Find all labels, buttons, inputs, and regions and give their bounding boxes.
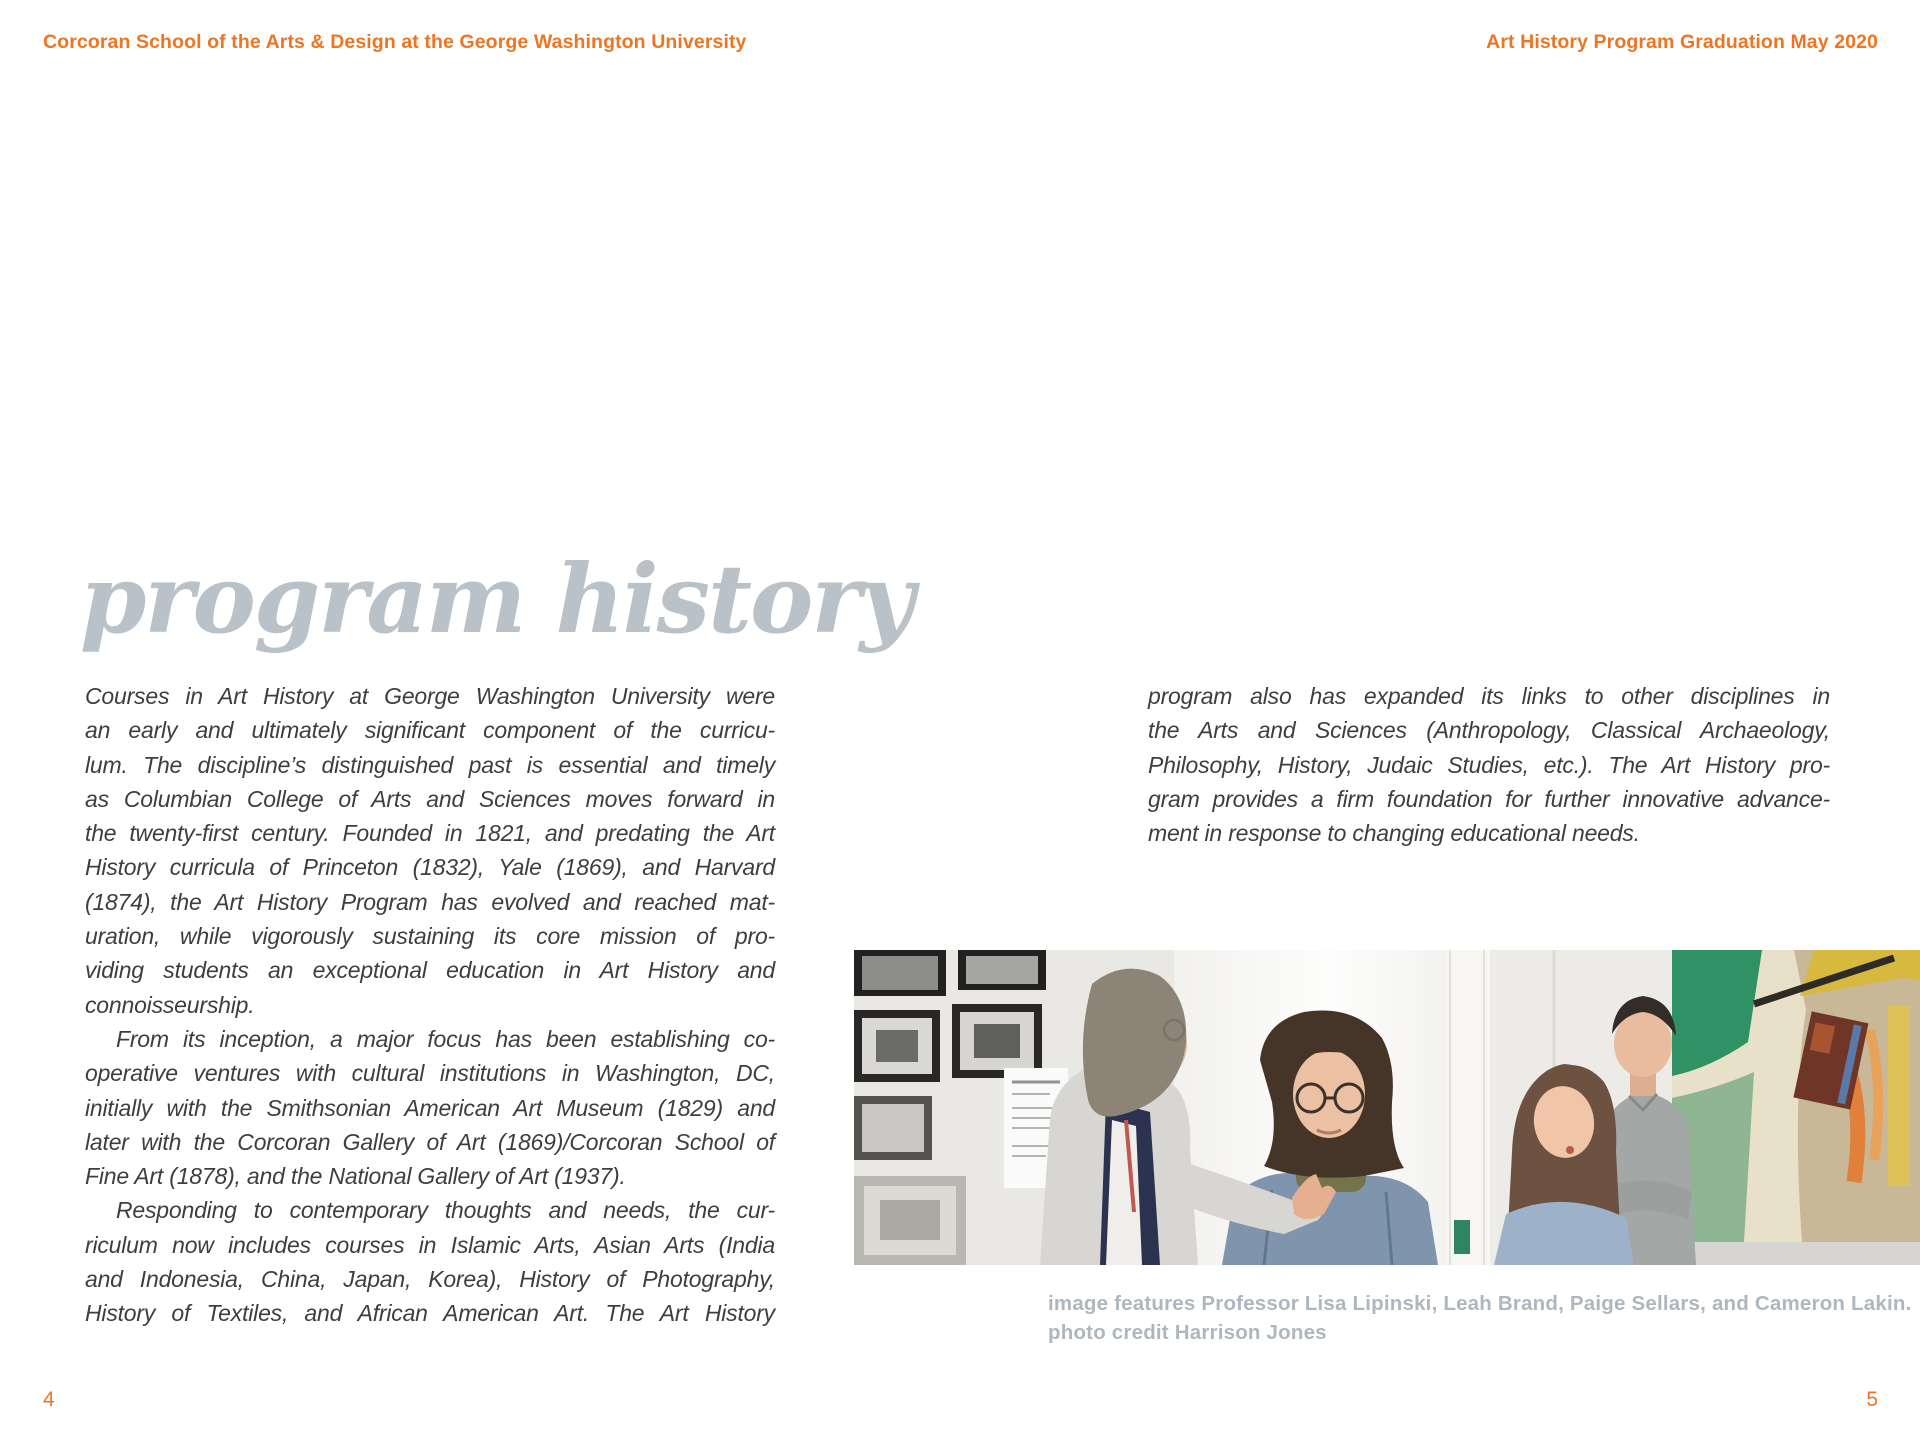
body-line: Courses in Art History at George Washington University were xyxy=(85,683,775,709)
body-line: and Indonesia, China, Japan, Korea), History of Photography, xyxy=(85,1266,775,1293)
body-line: riculum now includes courses in Islamic Arts, Asian Arts (India xyxy=(85,1231,775,1258)
body-line: uration, while vigorously sustaining its core mission of pro- xyxy=(85,923,775,950)
body-line: an early and ultimately significant component of the curricu- xyxy=(85,717,775,744)
gallery-photo xyxy=(854,950,1920,1265)
body-column-left xyxy=(85,679,775,1331)
body-line: From its inception, a major focus has been establishing co- xyxy=(116,1025,775,1052)
body-line: gram provides a firm foundation for further innovative advance- xyxy=(1148,785,1830,812)
page-title: program history xyxy=(80,544,913,655)
body-line: History of Textiles, and African American Art. The Art History xyxy=(85,1300,775,1327)
running-head-right: Art History Program Graduation May 2020 xyxy=(1486,31,1878,53)
gallery-pillar xyxy=(1446,950,1490,1265)
body-line: connoisseurship. xyxy=(85,991,255,1018)
photo-caption-line: photo credit Harrison Jones xyxy=(1048,1321,1327,1344)
body-line: the twenty-first century. Founded in 1821, and predating the Art xyxy=(85,820,775,847)
body-line: program also has expanded its links to other disciplines in xyxy=(1148,683,1830,709)
body-line: (1874), the Art History Program has evolved and reached mat- xyxy=(85,888,775,915)
body-line: lum. The discipline’s distinguished past is essential and timely xyxy=(85,751,775,778)
running-head-left: Corcoran School of the Arts & Design at the George Washington University xyxy=(43,31,747,53)
body-line: as Columbian College of Arts and Sciences moves forward in xyxy=(85,785,775,812)
body-column-right xyxy=(1148,679,1830,850)
gallery-photo-illustration xyxy=(854,950,1920,1265)
body-line: History curricula of Princeton (1832), Yale (1869), and Harvard xyxy=(85,854,775,881)
body-line: ment in response to changing educational needs. xyxy=(1148,820,1640,847)
body-line: Responding to contemporary thoughts and needs, the cur- xyxy=(116,1197,775,1224)
body-line: viding students an exceptional education in Art History and xyxy=(85,957,775,984)
page-number-right: 5 xyxy=(1866,1388,1878,1411)
abstract-painting xyxy=(1672,950,1920,1265)
body-line: Philosophy, History, Judaic Studies, etc.). The Art History pro- xyxy=(1148,751,1830,778)
page-number-left: 4 xyxy=(43,1388,55,1411)
photo-caption-line: image features Professor Lisa Lipinski, Leah Brand, Paige Sellars, and Cameron Lakin. xyxy=(1048,1292,1912,1315)
body-line: initially with the Smithsonian American Art Museum (1829) and xyxy=(85,1094,775,1121)
body-line: the Arts and Sciences (Anthropology, Classical Archaeology, xyxy=(1148,717,1830,744)
photo-caption xyxy=(1048,1289,1911,1347)
body-line: Fine Art (1878), and the National Gallery of Art (1937). xyxy=(85,1163,626,1190)
body-line: operative ventures with cultural institutions in Washington, DC, xyxy=(85,1060,775,1087)
body-line: later with the Corcoran Gallery of Art (1869)/Corcoran School of xyxy=(85,1128,775,1155)
